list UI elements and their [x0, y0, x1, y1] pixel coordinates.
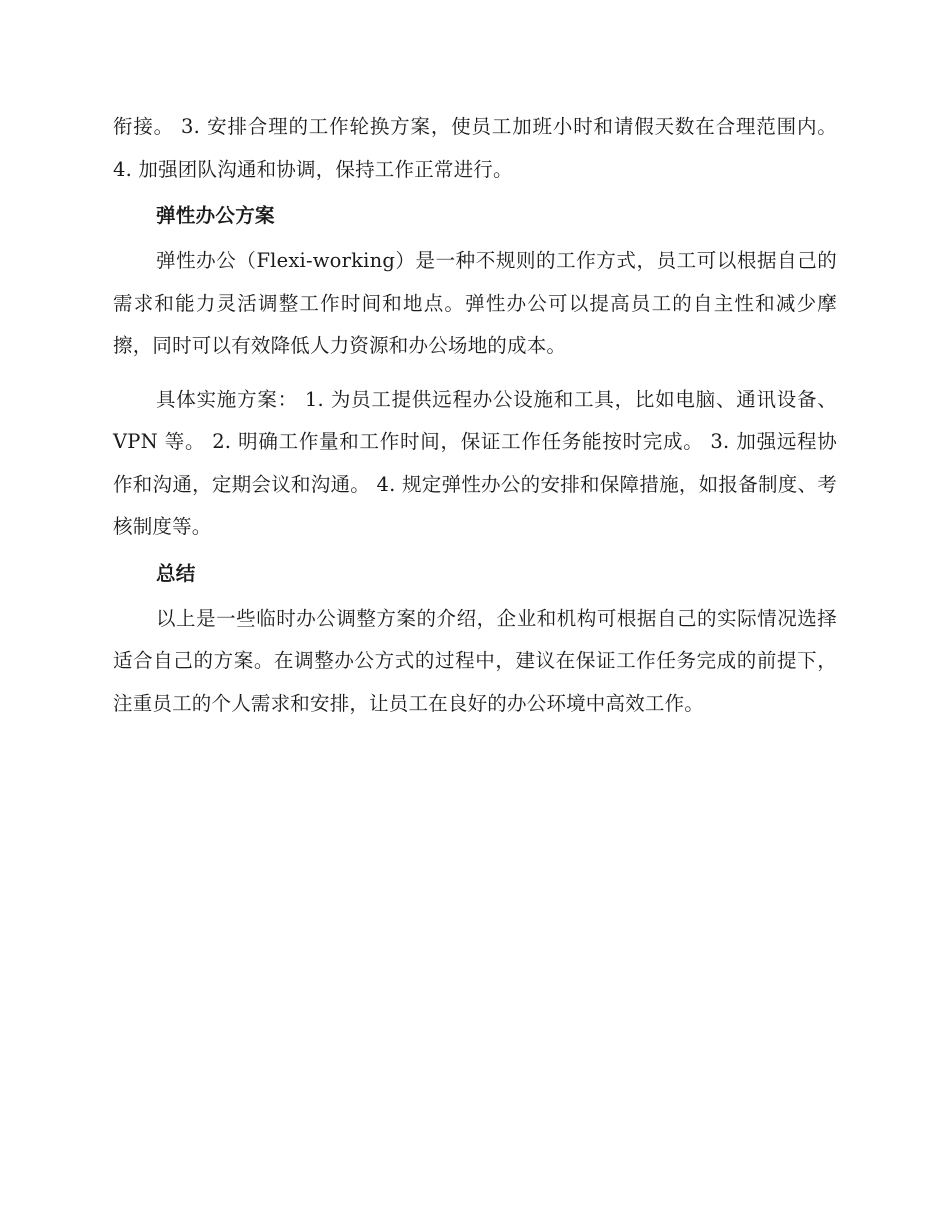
document-page	[113, 106, 837, 725]
paragraph-continuation: 衔接。 3. 安排合理的工作轮换方案，使员工加班小时和请假天数在合理范围内。 4. 加强团队沟通和协调，保持工作正常进行。	[113, 115, 837, 181]
section-heading-summary: 总结	[156, 561, 196, 585]
paragraph-flexible-intro: 弹性办公（Flexi-working）是一种不规则的工作方式，员工可以根据自己的需求和能力灵活调整工作时间和地点。弹性办公可以提高员工的自主性和减少摩擦，同时可以有效降低人力资源和办公场地的成本。	[113, 249, 837, 357]
section-heading-flexible-work: 弹性办公方案	[156, 204, 275, 227]
paragraph-flexible-plan: 具体实施方案： 1. 为员工提供远程办公设施和工具，比如电脑、通讯设备、VPN 等。 2. 明确工作量和工作时间，保证工作任务能按时完成。 3. 加强远程协作和沟通，定期会议和沟通。 4. 规定弹性办公的安排和保障措施，如报备制度、考核制度等。	[113, 387, 837, 538]
paragraph-summary: 以上是一些临时办公调整方案的介绍，企业和机构可根据自己的实际情况选择适合自己的方案。在调整办公方式的过程中，建议在保证工作任务完成的前提下，注重员工的个人需求和安排，让员工在良好的办公环境中高效工作。	[113, 606, 837, 715]
